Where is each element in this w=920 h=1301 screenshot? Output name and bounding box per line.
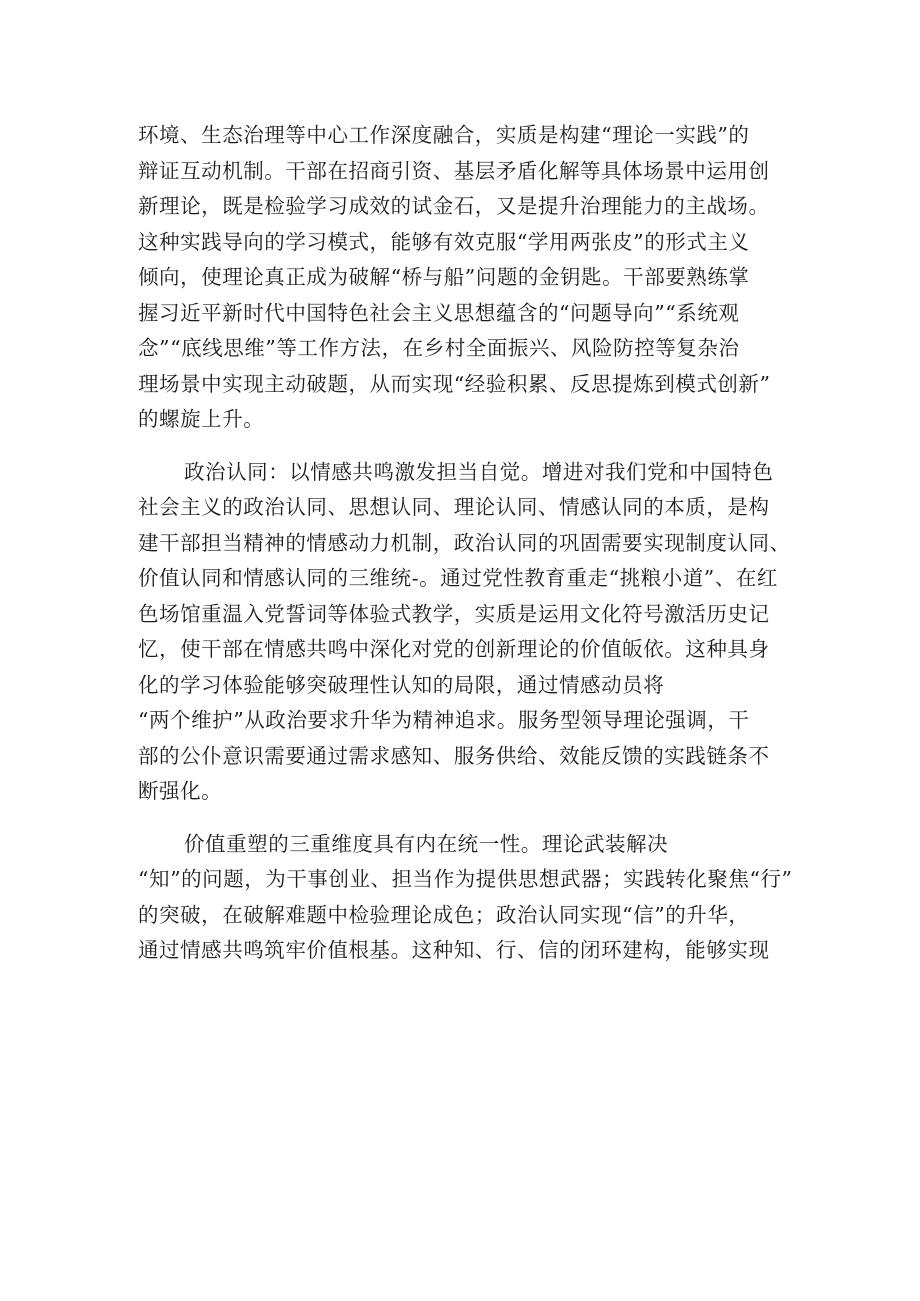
paragraph-line: “知”的问题，为干事创业、担当作为提供思想武器；实践转化聚焦“行”	[138, 867, 793, 891]
paragraph-line: 念”“底线思维”等工作方法，在乡村全面振兴、风险防控等复杂治	[138, 336, 740, 360]
paragraph-1	[138, 118, 798, 438]
paragraph-line: 的突破，在破解难题中检验理论成色；政治认同实现“信”的升华，	[138, 902, 750, 927]
paragraph-line: 握习近平新时代中国特色社会主义思想蕴含的“问题导向”“系统观	[138, 300, 740, 325]
paragraph-line: 建干部担当精神的情感动力机制，政治认同的巩固需要实现制度认同、	[138, 530, 791, 555]
paragraph-line: 部的公仆意识需要通过需求感知、服务供给、效能反馈的实践链条不	[138, 743, 770, 768]
paragraph-line: 忆，使干部在情感共鸣中深化对党的创新理论的价值皈依。这种具身	[138, 637, 770, 661]
paragraph-2	[138, 455, 798, 810]
paragraph-3	[138, 827, 798, 969]
paragraph-line: 价值认同和情感认同的三维统-。通过党性教育重走“挑粮小道”、在红	[138, 566, 778, 590]
paragraph-line: 通过情感共鸣筑牢价值根基。这种知、行、信的闭环建构，能够实现	[138, 938, 770, 962]
paragraph-line: 断强化。	[138, 779, 223, 803]
paragraph-spacer	[138, 438, 798, 455]
paragraph-line: 的螺旋上升。	[138, 407, 265, 431]
paragraph-line: 倾向，使理论真正成为破解“桥与船”问题的金钥匙。干部要熟练掌	[138, 265, 750, 289]
paragraph-line: 价值重塑的三重维度具有内在统一性。理论武装解决	[184, 831, 669, 856]
paragraph-line: 政治认同：以情感共鸣激发担当自觉。增进对我们党和中国特色	[184, 459, 774, 484]
paragraph-line: 这种实践导向的学习模式，能够有效克服“学用两张皮”的形式主义	[138, 229, 750, 254]
paragraph-spacer	[138, 810, 798, 827]
paragraph-line: 色场馆重温入党誓词等体验式教学，实质是运用文化符号激活历史记	[138, 601, 770, 626]
paragraph-line: 新理论，既是检验学习成效的试金石，又是提升治理能力的主战场。	[138, 194, 770, 218]
document-body	[138, 118, 798, 969]
paragraph-line: 辩证互动机制。干部在招商引资、基层矛盾化解等具体场景中运用创	[138, 158, 770, 183]
paragraph-line: 社会主义的政治认同、思想认同、理论认同、情感认同的本质，是构	[138, 495, 770, 519]
paragraph-line: “两个维护”从政治要求升华为精神追求。服务型领导理论强调，干	[138, 708, 750, 732]
paragraph-line: 理场景中实现主动破题，从而实现“经验积累、反思提炼到模式创新”	[138, 371, 771, 396]
paragraph-line: 环境、生态治理等中心工作深度融合，实质是构建“理论一实践”的	[138, 123, 750, 147]
paragraph-line: 化的学习体验能够突破理性认知的局限，通过情感动员将	[138, 672, 665, 697]
